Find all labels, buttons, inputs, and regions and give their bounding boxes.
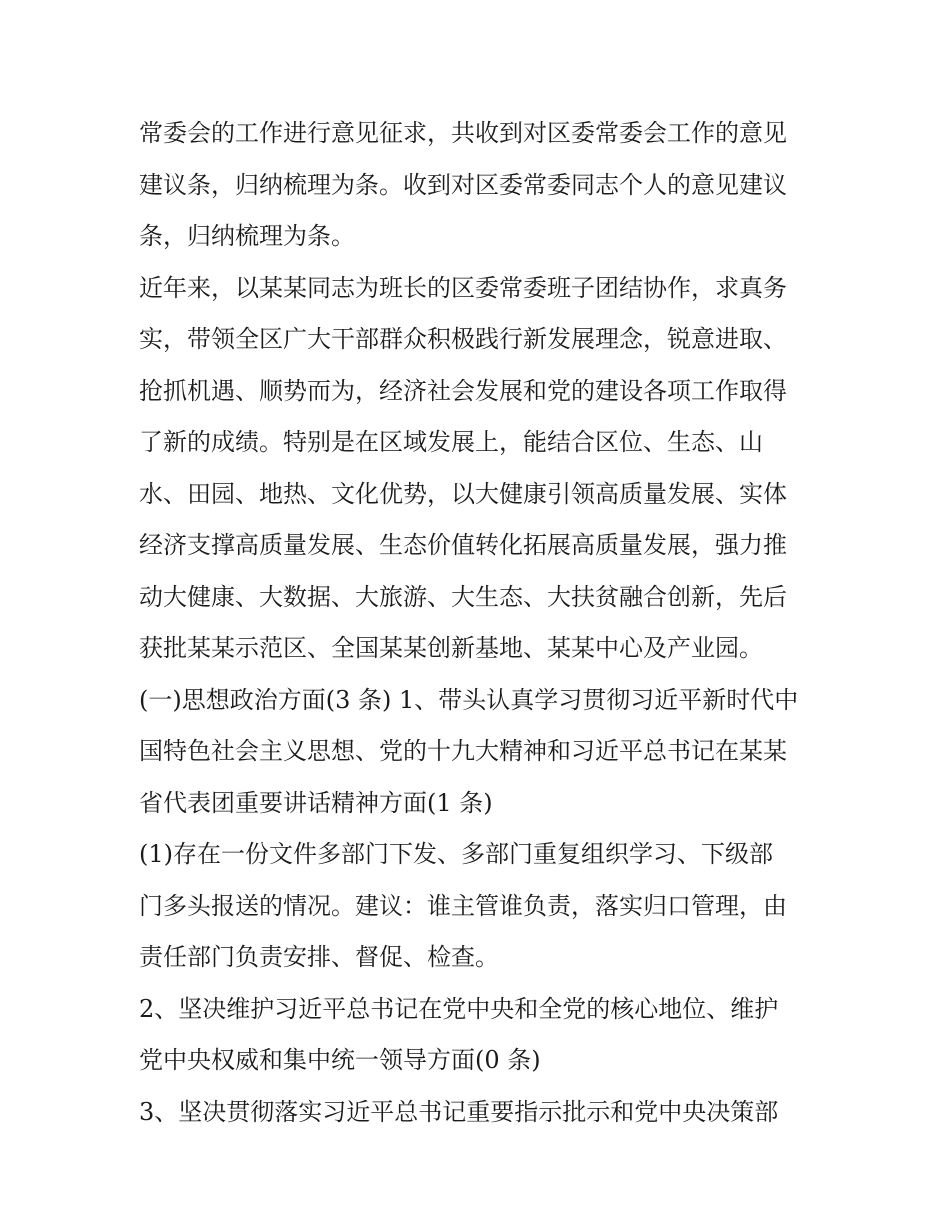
text-line: 水、田园、地热、文化优势，以大健康引领高质量发展、实体 xyxy=(139,479,787,508)
text-line: 了新的成绩。特别是在区域发展上，能结合区位、生态、山 xyxy=(139,428,763,456)
text-line: 门多头报送的情况。建议：谁主管谁负责，落实归口管理，由 xyxy=(139,891,787,920)
text-line: 经济支撑高质量发展、生态价值转化拓展高质量发展，强力推 xyxy=(139,531,787,559)
text-line: 实，带领全区广大干部群众积极践行新发展理念，锐意进取、 xyxy=(139,325,787,353)
text-line: (一)思想政治方面(3 条) 1、带头认真学习贯彻习近平新时代中 xyxy=(139,685,799,714)
text-line: 省代表团重要讲话精神方面(1 条) xyxy=(139,788,493,817)
text-line: 国特色社会主义思想、党的十九大精神和习近平总书记在某某 xyxy=(139,737,787,765)
text-line: 动大健康、大数据、大旅游、大生态、大扶贫融合创新，先后 xyxy=(139,582,787,611)
text-line: 建议条，归纳梳理为条。收到对区委常委同志个人的意见建议 xyxy=(139,170,787,199)
text-line: 3、坚决贯彻落实习近平总书记重要指示批示和党中央决策部 xyxy=(139,1097,779,1126)
paragraph-item-1 xyxy=(139,829,819,984)
paragraph-item-3 xyxy=(139,1087,819,1139)
text-line: (1)存在一份文件多部门下发、多部门重复组织学习、下级部 xyxy=(139,840,773,868)
text-line: 责任部门负责安排、督促、检查。 xyxy=(139,943,499,971)
text-line: 2、坚决维护习近平总书记在党中央和全党的核心地位、维护 xyxy=(139,994,779,1023)
paragraph-section-ideology xyxy=(139,675,819,830)
text-line: 近年来，以某某同志为班长的区委常委班子团结协作，求真务 xyxy=(139,273,787,302)
text-line: 条，归纳梳理为条。 xyxy=(139,222,355,250)
text-line: 获批某某示范区、全国某某创新基地、某某中心及产业园。 xyxy=(139,634,763,662)
paragraph-item-2 xyxy=(139,984,819,1087)
text-line: 党中央权威和集中统一领导方面(0 条) xyxy=(139,1046,541,1074)
paragraph-opinion-summary xyxy=(139,108,819,263)
paragraph-recent-years xyxy=(139,263,819,675)
text-line: 抢抓机遇、顺势而为，经济社会发展和党的建设各项工作取得 xyxy=(139,376,787,405)
text-line: 常委会的工作进行意见征求，共收到对区委常委会工作的意见 xyxy=(139,119,787,147)
document-body xyxy=(139,108,819,1138)
